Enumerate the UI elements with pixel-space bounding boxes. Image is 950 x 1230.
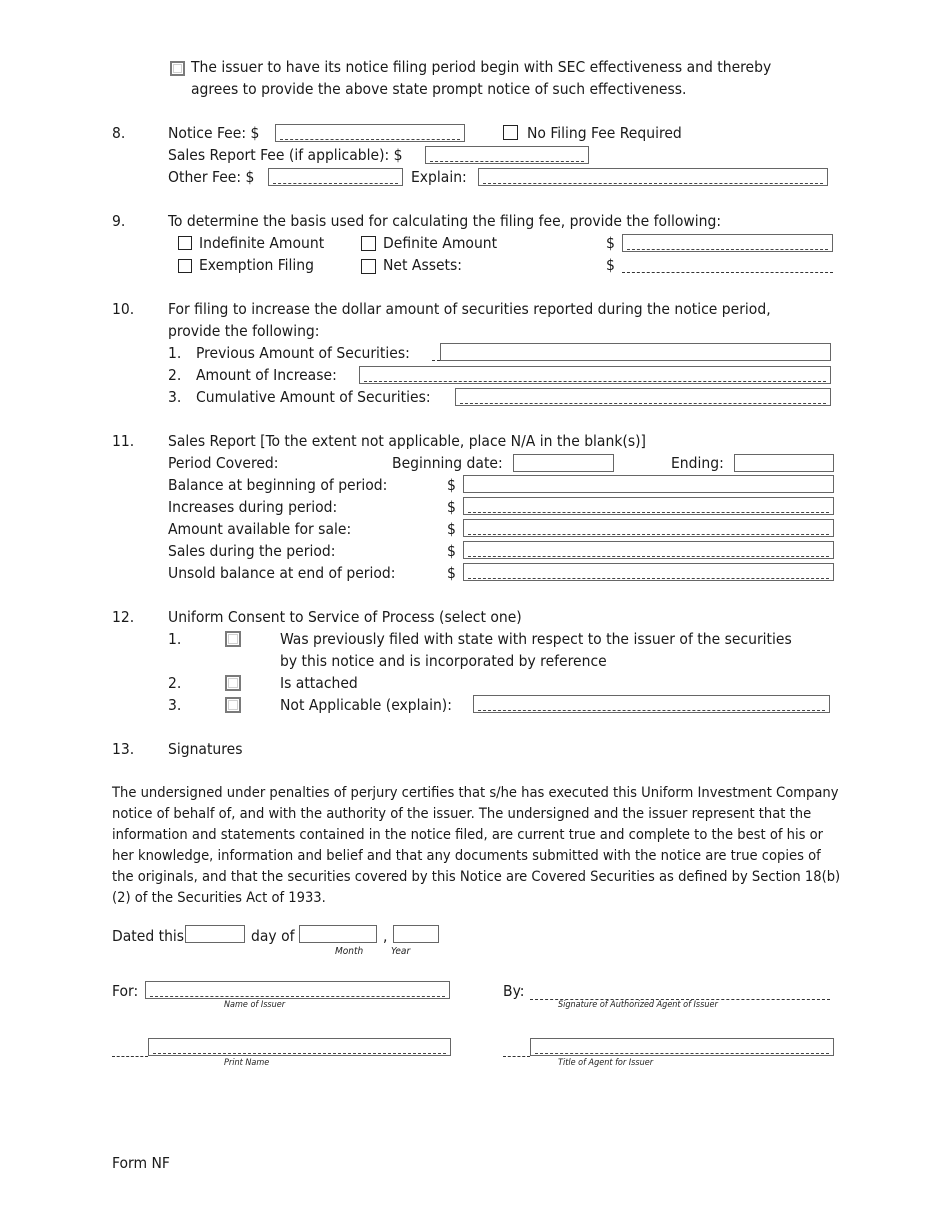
section-9-number: 9. bbox=[112, 212, 126, 230]
amount-available-field[interactable] bbox=[463, 519, 834, 537]
consent-option-3-number: 3. bbox=[168, 696, 182, 714]
section-12-number: 12. bbox=[112, 608, 135, 626]
other-fee-label: Other Fee: $ bbox=[168, 168, 255, 186]
exemption-filing-checkbox[interactable] bbox=[178, 259, 192, 273]
amount-available-label: Amount available for sale: bbox=[168, 520, 352, 538]
section-10-item-3-number: 3. bbox=[168, 388, 182, 406]
section-10-item-2-number: 2. bbox=[168, 366, 182, 384]
ending-label: Ending: bbox=[671, 454, 724, 472]
amount-of-increase-label: Amount of Increase: bbox=[196, 366, 337, 384]
amount-available-dollar: $ bbox=[447, 520, 456, 538]
balance-beginning-field[interactable] bbox=[463, 475, 834, 493]
definite-amount-label: Definite Amount bbox=[383, 234, 498, 252]
consent-option-1-checkbox[interactable] bbox=[225, 631, 241, 647]
section-13-number: 13. bbox=[112, 740, 135, 758]
month-caption: Month bbox=[335, 946, 364, 957]
beginning-date-field[interactable] bbox=[513, 454, 614, 472]
agent-title-lead-line bbox=[503, 1056, 530, 1057]
balance-beginning-label: Balance at beginning of period: bbox=[168, 476, 388, 494]
unsold-balance-dollar: $ bbox=[447, 564, 456, 582]
increases-field[interactable] bbox=[463, 497, 834, 515]
section-9-heading: To determine the basis used for calculating the filing fee, provide the following: bbox=[168, 212, 722, 230]
consent-option-2-number: 2. bbox=[168, 674, 182, 692]
beginning-date-label: Beginning date: bbox=[392, 454, 503, 472]
sec-effectiveness-line1: The issuer to have its notice filing period begin with SEC effectiveness and thereby bbox=[191, 58, 772, 76]
notice-fee-label: Notice Fee: $ bbox=[168, 124, 260, 142]
section-10-line1: For filing to increase the dollar amount of securities reported during the notice period, bbox=[168, 300, 771, 318]
section-13-heading: Signatures bbox=[168, 740, 243, 758]
dated-this-label: Dated this bbox=[112, 927, 185, 945]
sec-effectiveness-line2: agrees to provide the above state prompt notice of such effectiveness. bbox=[191, 80, 687, 98]
for-label: For: bbox=[112, 982, 139, 1000]
section-10-line2: provide the following: bbox=[168, 322, 320, 340]
print-name-field[interactable] bbox=[148, 1038, 451, 1056]
other-fee-field[interactable] bbox=[268, 168, 403, 186]
print-name-lead-line bbox=[112, 1056, 148, 1057]
section-11-heading: Sales Report [To the extent not applicable, place N/A in the blank(s)] bbox=[168, 432, 646, 450]
definite-amount-checkbox[interactable] bbox=[361, 236, 376, 251]
name-of-issuer-caption: Name of Issuer bbox=[224, 1000, 286, 1010]
not-applicable-explain-field[interactable] bbox=[473, 695, 830, 713]
previous-amount-field[interactable] bbox=[440, 343, 831, 361]
net-assets-checkbox[interactable] bbox=[361, 259, 376, 274]
sales-report-fee-label: Sales Report Fee (if applicable): $ bbox=[168, 146, 403, 164]
increases-label: Increases during period: bbox=[168, 498, 338, 516]
balance-beginning-dollar: $ bbox=[447, 476, 456, 494]
exemption-filing-label: Exemption Filing bbox=[199, 256, 314, 274]
by-label: By: bbox=[503, 982, 525, 1000]
sales-report-fee-field[interactable] bbox=[425, 146, 589, 164]
consent-option-1-number: 1. bbox=[168, 630, 182, 648]
agent-title-caption: Title of Agent for Issuer bbox=[558, 1058, 654, 1068]
indefinite-amount-checkbox[interactable] bbox=[178, 236, 192, 250]
section-11-number: 11. bbox=[112, 432, 135, 450]
cumulative-amount-label: Cumulative Amount of Securities: bbox=[196, 388, 431, 406]
unsold-balance-label: Unsold balance at end of period: bbox=[168, 564, 396, 582]
previous-amount-label: Previous Amount of Securities: bbox=[196, 344, 410, 362]
day-field[interactable] bbox=[185, 925, 245, 943]
explain-label: Explain: bbox=[411, 168, 467, 186]
signature-agent-caption: Signature of Authorized Agent of Issuer bbox=[558, 1000, 718, 1010]
certification-paragraph: The undersigned under penalties of perjury certifies that s/he has executed this Uniform Investment Company notice of behalf of, and with the authority of the issuer. The undersigned and the issuer represent that the information and statements contained in the notice filed, are current true and complete to the best of his or her knowledge, information and belief and that any documents submitted with the notice are true copies of the originals, and that the securities covered by this Notice are Covered Securities as defined by Section 18(b)(2) of the Securities Act of 1933. bbox=[112, 784, 841, 906]
net-assets-label: Net Assets: bbox=[383, 256, 462, 274]
day-of-label: day of bbox=[251, 927, 295, 945]
notice-fee-field[interactable] bbox=[275, 124, 465, 142]
previous-amount-lead-line bbox=[432, 360, 440, 361]
section-10-item-1-number: 1. bbox=[168, 344, 182, 362]
consent-option-2-checkbox[interactable] bbox=[225, 675, 241, 691]
sec-effectiveness-checkbox[interactable] bbox=[170, 61, 185, 76]
increases-dollar: $ bbox=[447, 498, 456, 516]
ending-date-field[interactable] bbox=[734, 454, 834, 472]
no-filing-fee-checkbox[interactable] bbox=[503, 125, 518, 140]
net-assets-dollar-sign: $ bbox=[606, 256, 615, 274]
year-field[interactable] bbox=[393, 925, 439, 943]
date-comma: , bbox=[383, 927, 388, 945]
amount-of-increase-field[interactable] bbox=[359, 366, 831, 384]
form-name-footer: Form NF bbox=[112, 1154, 170, 1172]
consent-option-3-checkbox[interactable] bbox=[225, 697, 241, 713]
sales-during-label: Sales during the period: bbox=[168, 542, 336, 560]
print-name-caption: Print Name bbox=[224, 1058, 270, 1068]
issuer-name-field[interactable] bbox=[145, 981, 450, 999]
fee-basis-dollar-sign: $ bbox=[606, 234, 615, 252]
consent-option-2-label: Is attached bbox=[280, 674, 358, 692]
indefinite-amount-label: Indefinite Amount bbox=[199, 234, 325, 252]
agent-title-field[interactable] bbox=[530, 1038, 834, 1056]
sales-during-dollar: $ bbox=[447, 542, 456, 560]
consent-option-3-label: Not Applicable (explain): bbox=[280, 696, 452, 714]
no-filing-fee-label: No Filing Fee Required bbox=[527, 124, 682, 142]
section-10-number: 10. bbox=[112, 300, 135, 318]
unsold-balance-field[interactable] bbox=[463, 563, 834, 581]
section-12-heading: Uniform Consent to Service of Process (select one) bbox=[168, 608, 522, 626]
cumulative-amount-field[interactable] bbox=[455, 388, 831, 406]
month-field[interactable] bbox=[299, 925, 377, 943]
section-8-number: 8. bbox=[112, 124, 126, 142]
consent-option-1-line2: by this notice and is incorporated by reference bbox=[280, 652, 607, 670]
sales-during-field[interactable] bbox=[463, 541, 834, 559]
period-covered-label: Period Covered: bbox=[168, 454, 279, 472]
fee-basis-amount-field[interactable] bbox=[622, 234, 833, 252]
year-caption: Year bbox=[391, 946, 411, 957]
consent-option-1-line1: Was previously filed with state with respect to the issuer of the securities bbox=[280, 630, 792, 648]
other-fee-explain-field[interactable] bbox=[478, 168, 828, 186]
net-assets-line[interactable] bbox=[622, 272, 833, 273]
